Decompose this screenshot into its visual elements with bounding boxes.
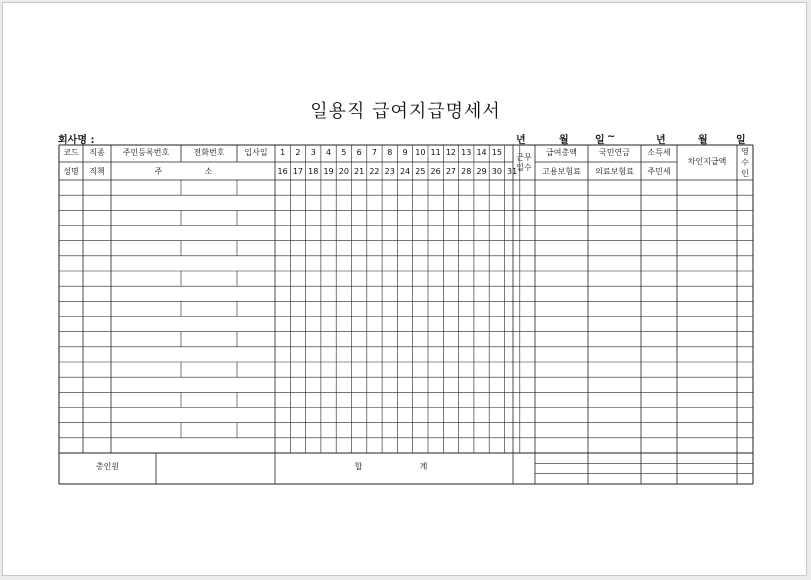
- footer-total-suffix: 계: [419, 462, 428, 471]
- header-resident-no: 주민등록번호: [122, 148, 170, 157]
- period-month-end: 월: [698, 135, 708, 146]
- header-day-8: 8: [387, 148, 393, 157]
- header-day-24: 24: [399, 167, 411, 176]
- header-day-4: 4: [325, 148, 332, 157]
- header-day-25: 25: [415, 167, 426, 176]
- period-day-start: 일: [595, 135, 605, 146]
- header-day-16: 16: [277, 167, 288, 176]
- header-day-19: 19: [323, 167, 334, 176]
- header-day-11: 11: [430, 148, 441, 157]
- footer-headcount: 총인원: [95, 462, 120, 471]
- period-day-end: 일: [736, 135, 746, 146]
- header-day-10: 10: [415, 148, 426, 157]
- header-day-9: 9: [402, 148, 408, 157]
- header-day-30: 30: [491, 167, 502, 176]
- header-work-days-1: 근무: [516, 153, 532, 162]
- header-day-14: 14: [476, 148, 487, 157]
- header-position: 직책: [89, 167, 105, 176]
- document-page: [2, 2, 807, 576]
- header-day-15: 15: [491, 148, 502, 157]
- header-job: 직종: [89, 148, 105, 157]
- footer-total: 합: [354, 462, 363, 471]
- header-gross-pay: 급여총액: [546, 148, 577, 157]
- header-day-7: 7: [371, 148, 377, 157]
- header-receipt-3: 인: [741, 169, 749, 178]
- header-day-20: 20: [338, 167, 349, 176]
- header-income-tax: 소득세: [647, 148, 671, 157]
- header-day-26: 26: [430, 167, 441, 176]
- header-hire-date: 입사일: [244, 148, 268, 157]
- header-day-21: 21: [354, 167, 365, 176]
- payroll-grid: [3, 3, 808, 577]
- header-day-18: 18: [308, 167, 319, 176]
- header-address-so: 소: [204, 167, 213, 176]
- header-phone: 전화번호: [193, 148, 225, 157]
- header-day-13: 13: [461, 148, 472, 157]
- header-day-2: 2: [295, 148, 301, 157]
- header-day-29: 29: [476, 167, 487, 176]
- header-receipt-2: 수: [741, 158, 749, 167]
- period-tilde: ~: [607, 131, 616, 142]
- header-day-27: 27: [445, 167, 457, 176]
- header-address-ju: 주: [154, 167, 163, 176]
- header-day-3: 3: [310, 148, 316, 157]
- header-day-31: 31: [507, 167, 518, 176]
- header-day-22: 22: [369, 167, 380, 176]
- header-day-12: 12: [445, 148, 457, 157]
- company-label: 회사명 :: [58, 135, 95, 146]
- header-receipt-1: 영: [741, 147, 749, 156]
- header-national-pension: 국민연금: [599, 148, 630, 157]
- document-title: 일용직 급여지급명세서: [310, 101, 501, 122]
- period-year-end: 년: [656, 135, 666, 146]
- header-day-23: 23: [384, 167, 395, 176]
- header-work-days-2: 일수: [516, 163, 532, 172]
- header-net-pay: 차인지급액: [687, 157, 727, 166]
- header-day-1: 1: [280, 148, 286, 157]
- header-day-28: 28: [461, 167, 472, 176]
- header-employment-insurance: 고용보험료: [542, 167, 581, 176]
- header-day-5: 5: [341, 148, 347, 157]
- period-year-start: 년: [516, 135, 526, 146]
- header-code: 코드: [63, 148, 79, 157]
- header-day-17: 17: [292, 167, 304, 176]
- header-health-insurance: 의료보험료: [595, 167, 634, 176]
- header-day-6: 6: [356, 148, 362, 157]
- header-resident-tax: 주민세: [647, 167, 671, 176]
- header-name: 성명: [63, 167, 79, 176]
- period-month-start: 월: [559, 135, 569, 146]
